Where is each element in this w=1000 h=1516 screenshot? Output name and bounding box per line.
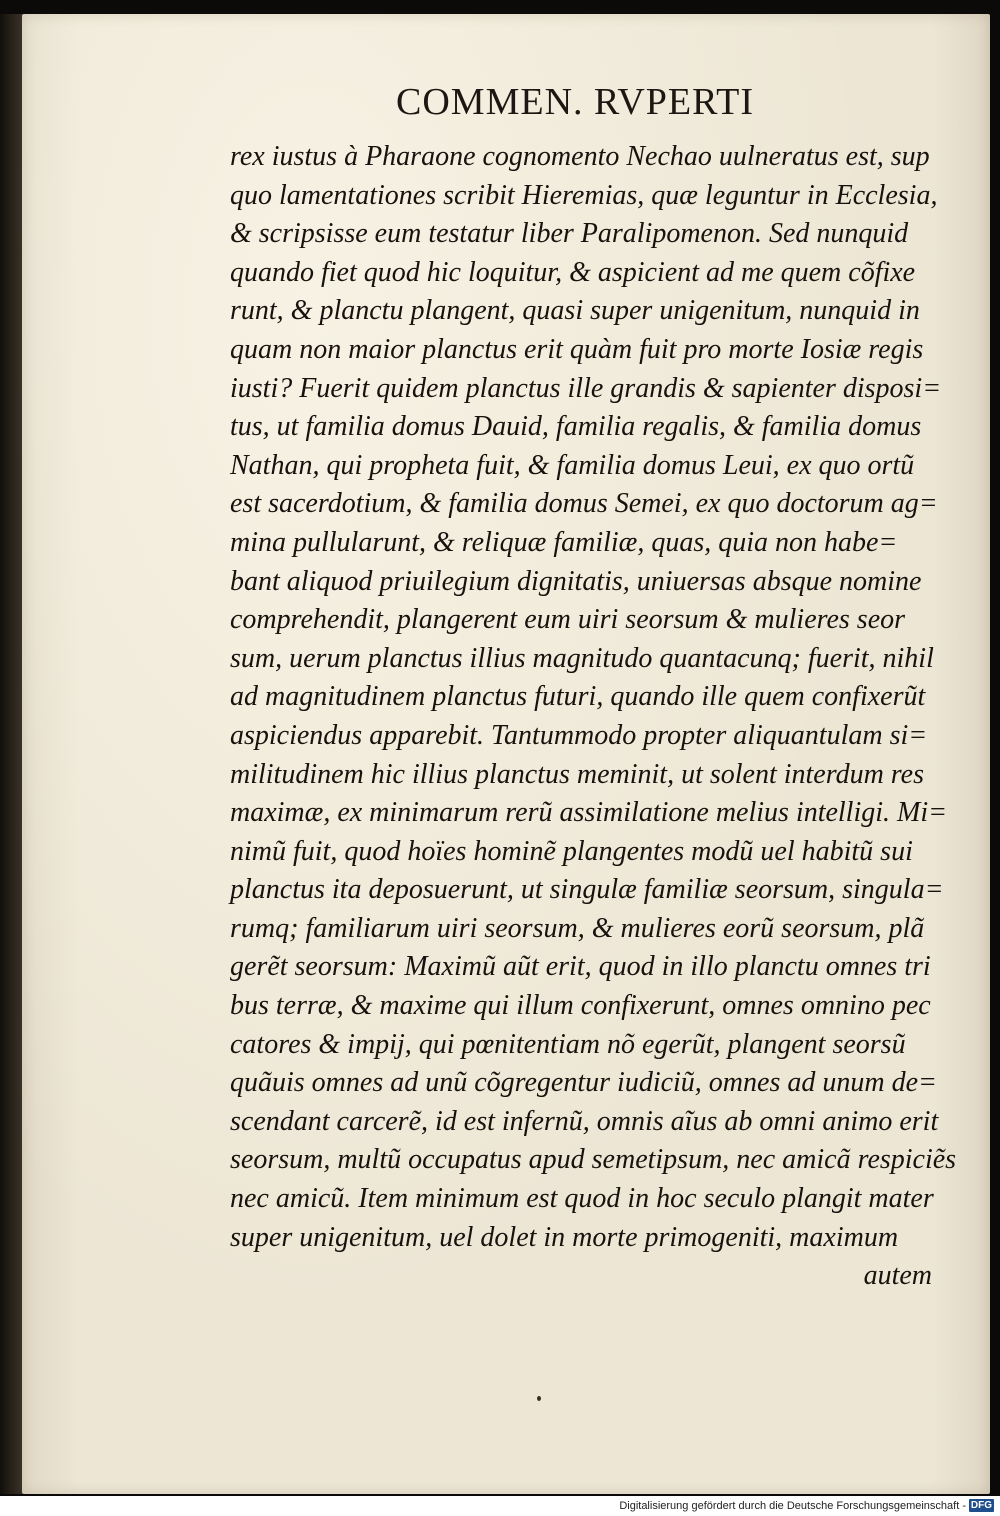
text-line: bant aliquod priuilegium dignitatis, uniuersas absque nomine [230,565,922,597]
text-line: comprehendit, plangerent eum uiri seorsum & mulieres seor [230,604,906,636]
body-text [230,138,957,1296]
text-line: maximæ, ex minimarum rerũ assimilatione melius intelligi. Mi= [230,797,948,829]
text-line: planctus ita deposuerunt, ut singulæ familiæ seorsum, singula= [230,874,944,906]
text-line: aspiciendus apparebit. Tantummodo propter aliquantulam si= [230,719,928,751]
text-line: sum, uerum planctus illius magnitudo quantacunq; fuerit, nihil [230,642,934,674]
text-line: super unigenitum, uel dolet in morte primogeniti, maximum [230,1221,899,1253]
text-line: rex iustus à Pharaone cognomento Nechao uulneratus est, sup [230,141,930,172]
running-head: COMMEN. RVPERTI [396,81,755,123]
text-line: quo lamentationes scribit Hieremias, quæ leguntur in Ecclesia, [230,179,938,211]
text-line: quãuis omnes ad unũ cõgregentur iudiciũ, omnes ad unum de= [230,1067,937,1099]
text-line: nimũ fuit, quod hoïes hominẽ plangentes modũ uel habitũ sui [230,835,913,867]
dfg-logo: DFG [970,1500,992,1511]
text-line: scendant carcerẽ, id est infernũ, omnis aĩus ab omni animo erit [230,1105,939,1137]
text-line: gerẽt seorsum: Maximũ aũt erit, quod in illo planctu omnes tri [230,951,931,983]
text-line: nec amicũ. Item minimum est quod in hoc seculo plangit mater [230,1183,934,1215]
text-line: seorsum, multũ occupatus apud semetipsum, nec amicã respiciẽs [230,1144,957,1176]
ink-speck [537,1396,541,1401]
catchword: autem [863,1260,932,1292]
text-line: & scripsisse eum testatur liber Paralipomenon. Sed nunquid [230,218,909,250]
text-line: quando fiet quod hic loquitur, & aspicient ad me quem cõfixe [230,256,916,288]
text-line: bus terræ, & maxime qui illum confixerunt, omnes omnino pec [230,990,931,1022]
text-line: mina pullularunt, & reliquæ familiæ, quas, quia non habe= [230,526,898,558]
funding-credit: Digitalisierung gefördert durch die Deutsche Forschungsgemeinschaft - [619,1500,966,1512]
text-line: ad magnitudinem planctus futuri, quando ille quem confixerũt [230,681,926,713]
text-line: rumq; familiarum uiri seorsum, & mulieres eorũ seorsum, plã [230,912,925,944]
text-line: runt, & planctu plangent, quasi super unigenitum, nunquid in [230,295,920,327]
text-line: catores & impij, qui pœnitentiam nõ egerũt, plangent seorsũ [230,1028,906,1060]
text-line: Nathan, qui propheta fuit, & familia domus Leui, ex quo ortũ [230,449,915,481]
text-line: tus, ut familia domus Dauid, familia regalis, & familia domus [230,411,922,443]
text-line: militudinem hic illius planctus meminit, ut solent interdum res [230,758,924,790]
book-edge [0,14,22,1494]
text-line: iusti? Fuerit quidem planctus ille grandis & sapienter disposi= [230,372,942,404]
text-line: quam non maior planctus erit quàm fuit pro morte Iosiæ regis [230,333,924,365]
text-line: est sacerdotium, & familia domus Semei, ex quo doctorum ag= [230,488,938,520]
